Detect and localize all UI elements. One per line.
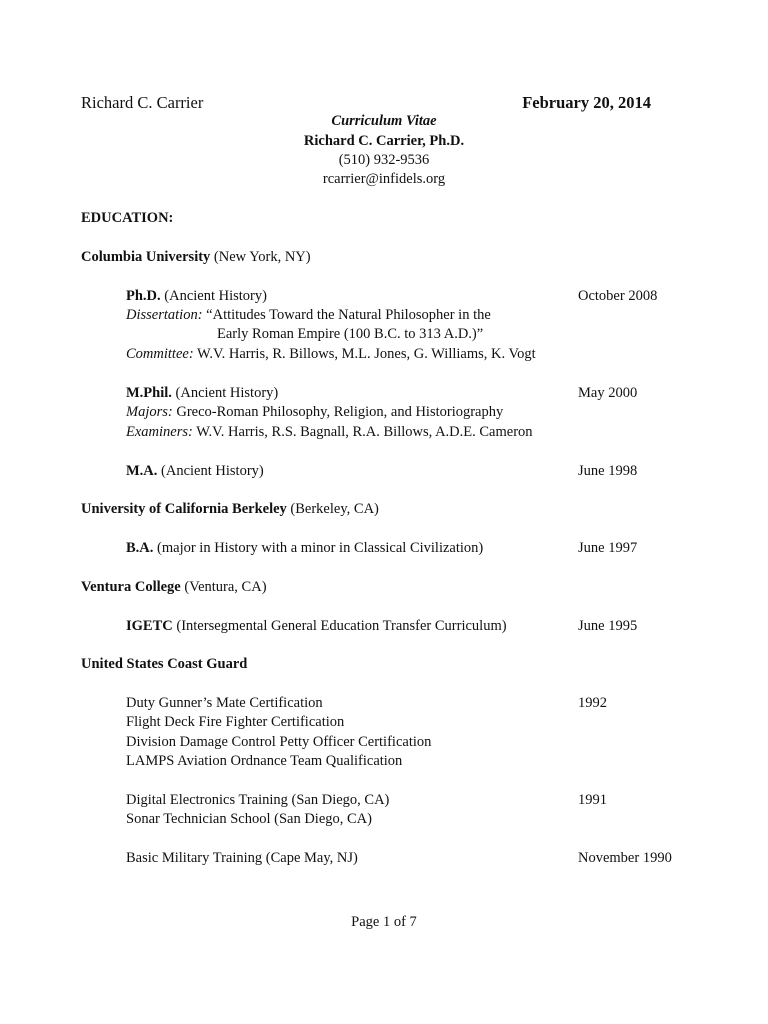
institution-columbia [81,248,311,267]
training-date: 1991 [578,792,607,808]
committee-line [126,345,536,364]
institution-coast-guard: United States Coast Guard [81,656,248,672]
dissertation-title-1: “Attitudes Toward the Natural Philosopher in the [202,307,491,323]
majors-list: Greco-Roman Philosophy, Religion, and Historiography [172,404,504,420]
page-footer: Page 1 of 7 [351,914,417,930]
degree-ba [126,539,483,558]
degree-date: May 2000 [578,385,638,401]
section-heading-education: EDUCATION: [81,210,174,226]
majors-line [126,403,503,422]
training-item: Basic Military Training (Cape May, NJ) [126,850,358,866]
dissertation-line [126,306,491,325]
cv-email: rcarrier@infidels.org [322,171,446,187]
institution-name: Columbia University [81,249,211,265]
degree-date: June 1995 [578,618,638,634]
cv-full-name: Richard C. Carrier, Ph.D. [303,133,465,149]
dissertation-label: Dissertation: [126,307,203,323]
institution-name: University of California Berkeley [81,501,287,517]
training-item: Digital Electronics Training (San Diego, CA) [126,792,390,808]
institution-ventura [81,578,267,597]
examiners-line [126,423,533,442]
header-name: Richard C. Carrier [81,93,204,112]
degree-igetc [126,617,507,636]
header-date: February 20, 2014 [522,93,651,112]
certification-item: Duty Gunner’s Mate Certification [126,695,323,711]
majors-label: Majors: [126,404,173,420]
degree-mphil [126,384,278,403]
certification-date: 1992 [578,695,607,711]
degree-field: (Ancient History) [160,288,267,304]
institution-berkeley [81,500,379,519]
degree-date: October 2008 [578,288,658,304]
degree-date: June 1998 [578,463,638,479]
certification-item: LAMPS Aviation Ordnance Team Qualification [126,753,403,769]
degree-name: IGETC [126,618,173,634]
degree-field: (Intersegmental General Education Transfer Curriculum) [172,618,507,634]
institution-location: (New York, NY) [210,249,311,265]
degree-field: (major in History with a minor in Classical Civilization) [153,540,484,556]
cv-phone: (510) 932-9536 [338,152,430,168]
degree-ma [126,462,264,481]
degree-name: M.A. [126,463,158,479]
training-item: Sonar Technician School (San Diego, CA) [126,811,372,827]
degree-name: M.Phil. [126,385,172,401]
cv-title: Curriculum Vitae [331,113,437,129]
training-date: November 1990 [578,850,672,866]
committee-members: W.V. Harris, R. Billows, M.L. Jones, G. Williams, K. Vogt [193,346,536,362]
committee-label: Committee: [126,346,194,362]
dissertation-title-2: Early Roman Empire (100 B.C. to 313 A.D.)” [217,326,484,342]
degree-name: Ph.D. [126,288,161,304]
certification-item: Division Damage Control Petty Officer Certification [126,734,432,750]
certification-item: Flight Deck Fire Fighter Certification [126,714,345,730]
degree-field: (Ancient History) [157,463,264,479]
institution-location: (Berkeley, CA) [286,501,379,517]
institution-name: Ventura College [81,579,181,595]
examiners-label: Examiners: [126,424,193,440]
degree-field: (Ancient History) [171,385,279,401]
degree-date: June 1997 [578,540,638,556]
examiners-list: W.V. Harris, R.S. Bagnall, R.A. Billows, A.D.E. Cameron [192,424,533,440]
degree-phd [126,287,267,306]
degree-name: B.A. [126,540,154,556]
institution-location: (Ventura, CA) [180,579,267,595]
